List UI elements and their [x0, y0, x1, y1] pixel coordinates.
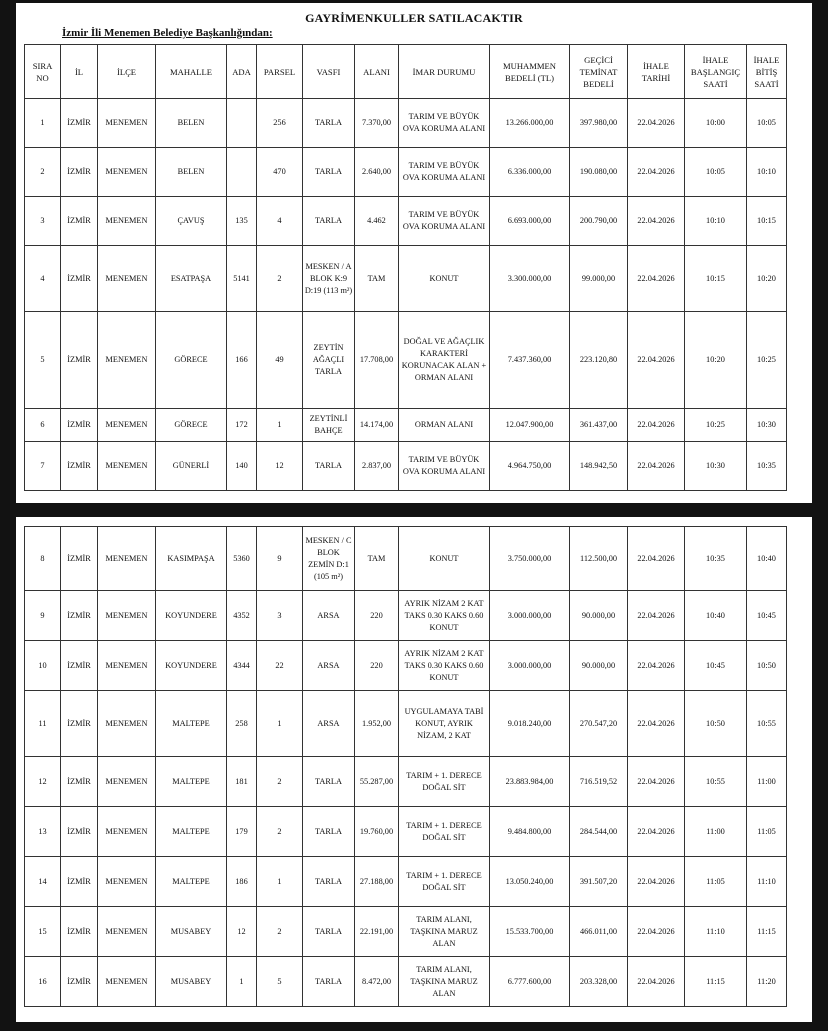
cell-muhammen: 6.777.600,00 — [490, 957, 570, 1007]
cell-imar: AYRIK NİZAM 2 KAT TAKS 0.30 KAKS 0.60 KONUT — [399, 591, 490, 641]
cell-il: İZMİR — [61, 957, 98, 1007]
cell-muhammen: 3.000.000,00 — [490, 641, 570, 691]
cell-tarih: 22.04.2026 — [628, 907, 685, 957]
cell-no: 6 — [25, 409, 61, 442]
cell-alani: 8.472,00 — [355, 957, 399, 1007]
cell-vasfi: TARLA — [303, 442, 355, 491]
cell-imar: AYRIK NİZAM 2 KAT TAKS 0.30 KAKS 0.60 KONUT — [399, 641, 490, 691]
cell-no: 2 — [25, 148, 61, 197]
cell-ilce: MENEMEN — [98, 641, 156, 691]
cell-baslangic: 10:20 — [685, 312, 747, 409]
cell-imar: KONUT — [399, 246, 490, 312]
cell-vasfi: MESKEN / A BLOK K:9 D:19 (113 m²) — [303, 246, 355, 312]
cell-bitis: 11:00 — [747, 757, 787, 807]
cell-alani: 2.640,00 — [355, 148, 399, 197]
cell-vasfi: ZEYTİNLİ BAHÇE — [303, 409, 355, 442]
header-mahalle: MAHALLE — [156, 45, 227, 99]
cell-mahalle: MUSABEY — [156, 957, 227, 1007]
cell-muhammen: 4.964.750,00 — [490, 442, 570, 491]
cell-il: İZMİR — [61, 197, 98, 246]
cell-imar: UYGULAMAYA TABİ KONUT, AYRIK NİZAM, 2 KAT — [399, 691, 490, 757]
table-row — [25, 312, 787, 409]
cell-il: İZMİR — [61, 148, 98, 197]
cell-ilce: MENEMEN — [98, 807, 156, 857]
cell-imar: TARIM ALANI, TAŞKINA MARUZ ALAN — [399, 957, 490, 1007]
cell-alani: 27.188,00 — [355, 857, 399, 907]
cell-il: İZMİR — [61, 591, 98, 641]
cell-teminat: 203.328,00 — [570, 957, 628, 1007]
cell-vasfi: TARLA — [303, 148, 355, 197]
cell-il: İZMİR — [61, 907, 98, 957]
table-row — [25, 757, 787, 807]
cell-ada: 166 — [227, 312, 257, 409]
cell-tarih: 22.04.2026 — [628, 757, 685, 807]
cell-parsel: 256 — [257, 99, 303, 148]
cell-parsel: 49 — [257, 312, 303, 409]
cell-teminat: 90.000,00 — [570, 641, 628, 691]
cell-il: İZMİR — [61, 691, 98, 757]
cell-parsel: 3 — [257, 591, 303, 641]
cell-ada: 135 — [227, 197, 257, 246]
cell-no: 16 — [25, 957, 61, 1007]
cell-bitis: 10:50 — [747, 641, 787, 691]
cell-mahalle: KOYUNDERE — [156, 641, 227, 691]
cell-baslangic: 10:35 — [685, 527, 747, 591]
table-row — [25, 99, 787, 148]
cell-muhammen: 9.018.240,00 — [490, 691, 570, 757]
cell-ilce: MENEMEN — [98, 907, 156, 957]
cell-no: 7 — [25, 442, 61, 491]
cell-muhammen: 12.047.900,00 — [490, 409, 570, 442]
cell-vasfi: TARLA — [303, 197, 355, 246]
cell-no: 9 — [25, 591, 61, 641]
cell-ilce: MENEMEN — [98, 409, 156, 442]
cell-mahalle: GÖRECE — [156, 312, 227, 409]
cell-mahalle: KOYUNDERE — [156, 591, 227, 641]
cell-alani: 7.370,00 — [355, 99, 399, 148]
cell-bitis: 10:30 — [747, 409, 787, 442]
announcement-page-2 — [16, 517, 812, 1022]
cell-il: İZMİR — [61, 527, 98, 591]
cell-alani: 14.174,00 — [355, 409, 399, 442]
cell-bitis: 10:10 — [747, 148, 787, 197]
table-row — [25, 591, 787, 641]
cell-imar: TARIM VE BÜYÜK OVA KORUMA ALANI — [399, 197, 490, 246]
header-imar: İMAR DURUMU — [399, 45, 490, 99]
cell-baslangic: 11:00 — [685, 807, 747, 857]
cell-mahalle: BELEN — [156, 99, 227, 148]
cell-alani: 2.837,00 — [355, 442, 399, 491]
header-bitis: İHALE BİTİŞ SAATİ — [747, 45, 787, 99]
cell-muhammen: 23.883.984,00 — [490, 757, 570, 807]
cell-ada: 1 — [227, 957, 257, 1007]
cell-vasfi: ARSA — [303, 641, 355, 691]
cell-parsel: 1 — [257, 857, 303, 907]
cell-vasfi: TARLA — [303, 807, 355, 857]
cell-no: 5 — [25, 312, 61, 409]
cell-ada: 181 — [227, 757, 257, 807]
cell-no: 10 — [25, 641, 61, 691]
cell-ada: 5141 — [227, 246, 257, 312]
cell-parsel: 22 — [257, 641, 303, 691]
cell-parsel: 2 — [257, 807, 303, 857]
cell-tarih: 22.04.2026 — [628, 807, 685, 857]
cell-baslangic: 10:15 — [685, 246, 747, 312]
cell-bitis: 10:20 — [747, 246, 787, 312]
cell-vasfi: ARSA — [303, 691, 355, 757]
cell-vasfi: ARSA — [303, 591, 355, 641]
cell-il: İZMİR — [61, 312, 98, 409]
cell-tarih: 22.04.2026 — [628, 246, 685, 312]
cell-mahalle: ÇAVUŞ — [156, 197, 227, 246]
cell-alani: 220 — [355, 591, 399, 641]
cell-no: 12 — [25, 757, 61, 807]
cell-tarih: 22.04.2026 — [628, 99, 685, 148]
cell-mahalle: GÖRECE — [156, 409, 227, 442]
cell-tarih: 22.04.2026 — [628, 691, 685, 757]
announcement-subtitle: İzmir İli Menemen Belediye Başkanlığından: — [62, 27, 273, 39]
cell-parsel: 9 — [257, 527, 303, 591]
cell-baslangic: 10:05 — [685, 148, 747, 197]
cell-parsel: 12 — [257, 442, 303, 491]
cell-ada: 4352 — [227, 591, 257, 641]
table-row — [25, 691, 787, 757]
cell-vasfi: TARLA — [303, 99, 355, 148]
cell-bitis: 11:20 — [747, 957, 787, 1007]
cell-ilce: MENEMEN — [98, 857, 156, 907]
cell-mahalle: ESATPAŞA — [156, 246, 227, 312]
property-table-part-2 — [24, 526, 787, 1007]
cell-baslangic: 10:45 — [685, 641, 747, 691]
cell-no: 1 — [25, 99, 61, 148]
header-sira: SIRA NO — [25, 45, 61, 99]
cell-ilce: MENEMEN — [98, 757, 156, 807]
header-il: İL — [61, 45, 98, 99]
cell-mahalle: MUSABEY — [156, 907, 227, 957]
cell-mahalle: GÜNERLİ — [156, 442, 227, 491]
cell-vasfi: TARLA — [303, 757, 355, 807]
cell-il: İZMİR — [61, 641, 98, 691]
cell-imar: TARIM VE BÜYÜK OVA KORUMA ALANI — [399, 148, 490, 197]
cell-bitis: 10:05 — [747, 99, 787, 148]
cell-teminat: 270.547,20 — [570, 691, 628, 757]
cell-ilce: MENEMEN — [98, 99, 156, 148]
cell-muhammen: 3.750.000,00 — [490, 527, 570, 591]
cell-ilce: MENEMEN — [98, 246, 156, 312]
cell-teminat: 223.120,80 — [570, 312, 628, 409]
announcement-title: GAYRİMENKULLER SATILACAKTIR — [305, 11, 523, 25]
cell-no: 14 — [25, 857, 61, 907]
cell-parsel: 2 — [257, 907, 303, 957]
cell-alani: 55.287,00 — [355, 757, 399, 807]
header-alani: ALANI — [355, 45, 399, 99]
cell-alani: TAM — [355, 527, 399, 591]
cell-alani: 22.191,00 — [355, 907, 399, 957]
header-teminat: GEÇİCİ TEMİNAT BEDELİ — [570, 45, 628, 99]
cell-ilce: MENEMEN — [98, 442, 156, 491]
header-muhammen: MUHAMMEN BEDELİ (TL) — [490, 45, 570, 99]
cell-baslangic: 10:25 — [685, 409, 747, 442]
table-row — [25, 957, 787, 1007]
cell-parsel: 2 — [257, 246, 303, 312]
cell-no: 3 — [25, 197, 61, 246]
table-row — [25, 807, 787, 857]
cell-muhammen: 13.050.240,00 — [490, 857, 570, 907]
cell-muhammen: 15.533.700,00 — [490, 907, 570, 957]
cell-ada — [227, 148, 257, 197]
table-row — [25, 907, 787, 957]
cell-ada: 140 — [227, 442, 257, 491]
cell-il: İZMİR — [61, 99, 98, 148]
cell-tarih: 22.04.2026 — [628, 148, 685, 197]
cell-baslangic: 10:30 — [685, 442, 747, 491]
table-row — [25, 148, 787, 197]
cell-tarih: 22.04.2026 — [628, 641, 685, 691]
cell-il: İZMİR — [61, 857, 98, 907]
cell-ada: 258 — [227, 691, 257, 757]
cell-bitis: 10:45 — [747, 591, 787, 641]
cell-vasfi: TARLA — [303, 857, 355, 907]
cell-alani: 19.760,00 — [355, 807, 399, 857]
cell-ilce: MENEMEN — [98, 148, 156, 197]
header-parsel: PARSEL — [257, 45, 303, 99]
cell-baslangic: 10:50 — [685, 691, 747, 757]
cell-bitis: 10:40 — [747, 527, 787, 591]
table-header-row — [25, 45, 787, 99]
cell-imar: TARIM + 1. DERECE DOĞAL SİT — [399, 757, 490, 807]
cell-vasfi: ZEYTİN AĞAÇLI TARLA — [303, 312, 355, 409]
cell-il: İZMİR — [61, 757, 98, 807]
header-tarih: İHALE TARİHİ — [628, 45, 685, 99]
cell-baslangic: 11:05 — [685, 857, 747, 907]
cell-teminat: 190.080,00 — [570, 148, 628, 197]
table-row — [25, 857, 787, 907]
cell-imar: TARIM VE BÜYÜK OVA KORUMA ALANI — [399, 442, 490, 491]
cell-imar: TARIM VE BÜYÜK OVA KORUMA ALANI — [399, 99, 490, 148]
cell-alani: 4.462 — [355, 197, 399, 246]
announcement-page-1 — [16, 3, 812, 503]
cell-tarih: 22.04.2026 — [628, 527, 685, 591]
cell-teminat: 391.507,20 — [570, 857, 628, 907]
cell-parsel: 1 — [257, 691, 303, 757]
cell-no: 11 — [25, 691, 61, 757]
cell-no: 8 — [25, 527, 61, 591]
cell-teminat: 148.942,50 — [570, 442, 628, 491]
cell-teminat: 397.980,00 — [570, 99, 628, 148]
cell-ada: 186 — [227, 857, 257, 907]
cell-imar: DOĞAL VE AĞAÇLIK KARAKTERİ KORUNACAK ALAN + ORMAN ALANI — [399, 312, 490, 409]
cell-tarih: 22.04.2026 — [628, 312, 685, 409]
cell-muhammen: 13.266.000,00 — [490, 99, 570, 148]
cell-no: 13 — [25, 807, 61, 857]
cell-imar: ORMAN ALANI — [399, 409, 490, 442]
cell-ilce: MENEMEN — [98, 691, 156, 757]
table-row — [25, 641, 787, 691]
cell-imar: TARIM + 1. DERECE DOĞAL SİT — [399, 807, 490, 857]
cell-ilce: MENEMEN — [98, 591, 156, 641]
cell-teminat: 90.000,00 — [570, 591, 628, 641]
cell-alani: 220 — [355, 641, 399, 691]
cell-mahalle: MALTEPE — [156, 757, 227, 807]
header-baslangic: İHALE BAŞLANGIÇ SAATİ — [685, 45, 747, 99]
cell-parsel: 1 — [257, 409, 303, 442]
cell-muhammen: 6.693.000,00 — [490, 197, 570, 246]
cell-parsel: 2 — [257, 757, 303, 807]
cell-teminat: 200.790,00 — [570, 197, 628, 246]
cell-parsel: 4 — [257, 197, 303, 246]
cell-ada: 4344 — [227, 641, 257, 691]
cell-tarih: 22.04.2026 — [628, 857, 685, 907]
cell-imar: KONUT — [399, 527, 490, 591]
cell-ada — [227, 99, 257, 148]
cell-teminat: 99.000,00 — [570, 246, 628, 312]
cell-bitis: 11:15 — [747, 907, 787, 957]
cell-baslangic: 10:00 — [685, 99, 747, 148]
cell-mahalle: MALTEPE — [156, 807, 227, 857]
table-row — [25, 527, 787, 591]
cell-muhammen: 3.000.000,00 — [490, 591, 570, 641]
cell-bitis: 11:10 — [747, 857, 787, 907]
header-ada: ADA — [227, 45, 257, 99]
cell-tarih: 22.04.2026 — [628, 442, 685, 491]
header-ilce: İLÇE — [98, 45, 156, 99]
cell-alani: TAM — [355, 246, 399, 312]
table-row — [25, 246, 787, 312]
property-table-part-1 — [24, 44, 787, 491]
cell-baslangic: 10:55 — [685, 757, 747, 807]
cell-vasfi: TARLA — [303, 957, 355, 1007]
cell-imar: TARIM ALANI, TAŞKINA MARUZ ALAN — [399, 907, 490, 957]
cell-il: İZMİR — [61, 246, 98, 312]
cell-teminat: 112.500,00 — [570, 527, 628, 591]
cell-muhammen: 7.437.360,00 — [490, 312, 570, 409]
table-row — [25, 409, 787, 442]
cell-bitis: 10:55 — [747, 691, 787, 757]
cell-tarih: 22.04.2026 — [628, 197, 685, 246]
cell-alani: 1.952,00 — [355, 691, 399, 757]
cell-parsel: 470 — [257, 148, 303, 197]
cell-tarih: 22.04.2026 — [628, 957, 685, 1007]
cell-ilce: MENEMEN — [98, 957, 156, 1007]
cell-muhammen: 6.336.000,00 — [490, 148, 570, 197]
cell-muhammen: 3.300.000,00 — [490, 246, 570, 312]
cell-il: İZMİR — [61, 442, 98, 491]
cell-ilce: MENEMEN — [98, 197, 156, 246]
cell-baslangic: 11:15 — [685, 957, 747, 1007]
cell-teminat: 466.011,00 — [570, 907, 628, 957]
table-row — [25, 442, 787, 491]
cell-baslangic: 10:40 — [685, 591, 747, 641]
cell-mahalle: BELEN — [156, 148, 227, 197]
cell-mahalle: KASIMPAŞA — [156, 527, 227, 591]
cell-bitis: 10:25 — [747, 312, 787, 409]
cell-ada: 179 — [227, 807, 257, 857]
cell-tarih: 22.04.2026 — [628, 591, 685, 641]
cell-bitis: 10:15 — [747, 197, 787, 246]
cell-bitis: 11:05 — [747, 807, 787, 857]
cell-muhammen: 9.484.800,00 — [490, 807, 570, 857]
cell-teminat: 361.437,00 — [570, 409, 628, 442]
cell-ada: 172 — [227, 409, 257, 442]
cell-vasfi: TARLA — [303, 907, 355, 957]
cell-tarih: 22.04.2026 — [628, 409, 685, 442]
cell-teminat: 284.544,00 — [570, 807, 628, 857]
cell-teminat: 716.519,52 — [570, 757, 628, 807]
cell-mahalle: MALTEPE — [156, 691, 227, 757]
cell-il: İZMİR — [61, 807, 98, 857]
table-row — [25, 197, 787, 246]
cell-baslangic: 11:10 — [685, 907, 747, 957]
cell-ada: 12 — [227, 907, 257, 957]
cell-imar: TARIM + 1. DERECE DOĞAL SİT — [399, 857, 490, 907]
cell-parsel: 5 — [257, 957, 303, 1007]
cell-ilce: MENEMEN — [98, 527, 156, 591]
cell-ilce: MENEMEN — [98, 312, 156, 409]
cell-baslangic: 10:10 — [685, 197, 747, 246]
cell-alani: 17.708,00 — [355, 312, 399, 409]
cell-no: 15 — [25, 907, 61, 957]
cell-no: 4 — [25, 246, 61, 312]
cell-mahalle: MALTEPE — [156, 857, 227, 907]
cell-bitis: 10:35 — [747, 442, 787, 491]
header-vasfi: VASFI — [303, 45, 355, 99]
cell-il: İZMİR — [61, 409, 98, 442]
cell-vasfi: MESKEN / C BLOK ZEMİN D:1 (105 m²) — [303, 527, 355, 591]
cell-ada: 5360 — [227, 527, 257, 591]
